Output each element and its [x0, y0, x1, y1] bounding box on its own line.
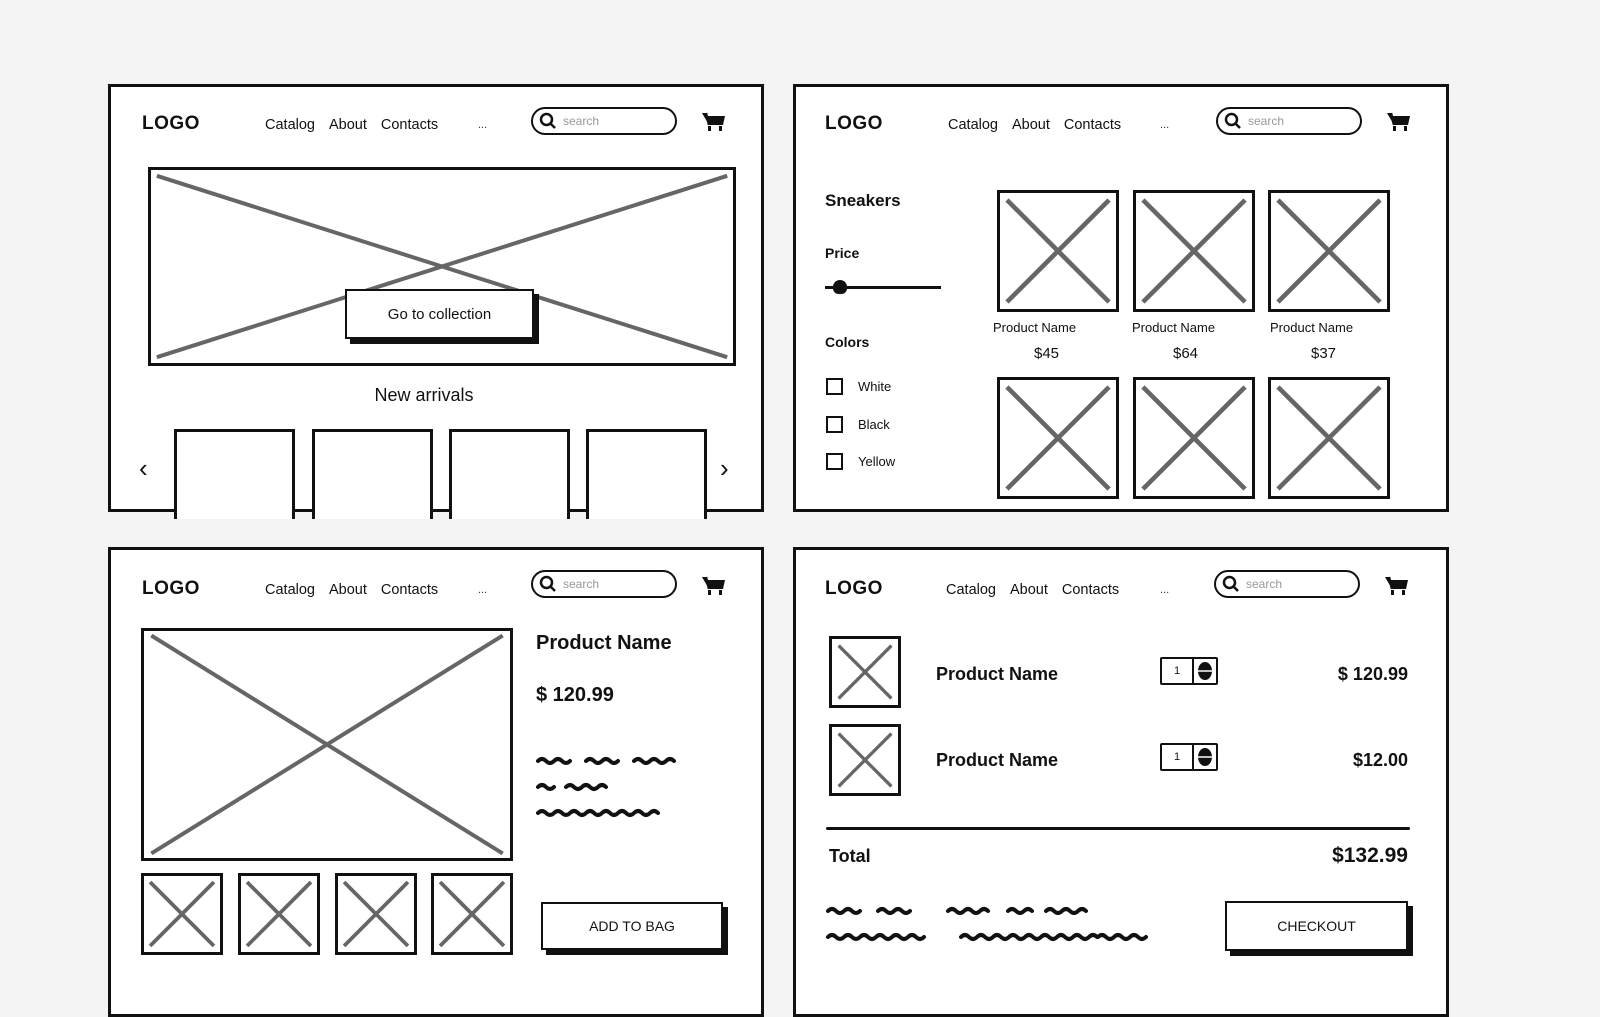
cart-item-name[interactable]: Product Name — [936, 664, 1059, 684]
search-icon — [539, 112, 557, 130]
section-title: New arrivals — [374, 385, 474, 405]
cart-icon[interactable] — [701, 575, 727, 599]
search-input[interactable] — [531, 570, 677, 598]
total-value: $132.99 — [1332, 844, 1408, 867]
nav-more[interactable]: ... — [1160, 584, 1170, 596]
product-image[interactable] — [1268, 190, 1390, 312]
nav-about[interactable]: About — [328, 582, 367, 598]
carousel-item[interactable] — [449, 429, 570, 519]
price-label: Price — [825, 245, 860, 261]
search-input[interactable] — [1214, 570, 1360, 598]
logo[interactable]: LOGO — [825, 113, 883, 134]
price-slider-handle[interactable] — [833, 280, 847, 294]
nav-more[interactable]: ... — [478, 119, 488, 131]
colors-label: Colors — [825, 334, 870, 350]
stepper-arrows-icon[interactable] — [1194, 745, 1216, 769]
nav-about[interactable]: About — [1009, 582, 1048, 598]
color-black-checkbox[interactable] — [826, 416, 843, 433]
wireframe-product — [108, 547, 764, 1017]
product-thumbnail[interactable] — [335, 873, 417, 955]
stepper-arrows-icon[interactable] — [1194, 659, 1216, 683]
logo[interactable]: LOGO — [825, 578, 883, 599]
product-price: $64 — [1173, 345, 1199, 362]
product-name[interactable]: Product Name — [993, 320, 1077, 335]
quantity-stepper[interactable] — [1160, 743, 1218, 771]
product-price: $45 — [1034, 345, 1060, 362]
carousel-prev-button[interactable]: ‹ — [139, 453, 148, 483]
quantity-stepper[interactable] — [1160, 657, 1218, 685]
search-input[interactable] — [1216, 107, 1362, 135]
cart-item-name[interactable]: Product Name — [936, 750, 1059, 770]
add-to-bag-button[interactable]: ADD TO BAG — [541, 902, 723, 950]
nav-catalog[interactable]: Catalog — [948, 117, 998, 133]
logo[interactable]: LOGO — [142, 113, 200, 134]
color-yellow-label: Yellow — [858, 454, 896, 469]
search-icon — [539, 575, 557, 593]
search-input[interactable] — [531, 107, 677, 135]
product-image[interactable] — [997, 377, 1119, 499]
product-name[interactable]: Product Name — [1270, 320, 1354, 335]
product-name[interactable]: Product Name — [1132, 320, 1216, 335]
cart-item-price: $ 120.99 — [1337, 664, 1408, 684]
cart-icon[interactable] — [1386, 111, 1412, 135]
logo[interactable]: LOGO — [142, 578, 200, 599]
nav-about[interactable]: About — [328, 117, 367, 133]
main-nav — [948, 117, 1135, 133]
search-placeholder: search — [563, 114, 600, 128]
nav-contacts[interactable]: Contacts — [380, 582, 439, 598]
checkout-note-scribble — [826, 903, 1156, 943]
color-black-label: Black — [858, 417, 890, 432]
wireframe-home — [108, 84, 764, 512]
main-nav — [265, 582, 452, 598]
wireframe-catalog — [793, 84, 1449, 512]
product-thumbnail[interactable] — [141, 873, 223, 955]
main-nav — [265, 117, 452, 133]
search-placeholder: search — [1246, 577, 1283, 591]
product-price: $ 120.99 — [536, 684, 614, 706]
carousel-item[interactable] — [586, 429, 707, 519]
product-image[interactable] — [1268, 377, 1390, 499]
search-icon — [1224, 112, 1242, 130]
quantity-value[interactable]: 1 — [1162, 659, 1194, 683]
nav-catalog[interactable]: Catalog — [946, 582, 996, 598]
checkout-button[interactable]: CHECKOUT — [1225, 901, 1408, 951]
search-icon — [1222, 575, 1240, 593]
cart-icon[interactable] — [1384, 575, 1410, 599]
product-image[interactable] — [1133, 377, 1255, 499]
nav-contacts[interactable]: Contacts — [380, 117, 439, 133]
color-white-label: White — [858, 379, 892, 394]
go-to-collection-button[interactable]: Go to collection — [345, 289, 534, 339]
product-image[interactable] — [1133, 190, 1255, 312]
nav-catalog[interactable]: Catalog — [265, 117, 315, 133]
carousel-next-button[interactable]: › — [720, 453, 729, 483]
description-scribble — [536, 753, 716, 823]
total-label: Total — [829, 846, 871, 866]
product-main-image — [141, 628, 513, 861]
nav-more[interactable]: ... — [1160, 119, 1170, 131]
carousel-item[interactable] — [174, 429, 295, 519]
cart-icon[interactable] — [701, 111, 727, 135]
search-placeholder: search — [563, 577, 600, 591]
nav-contacts[interactable]: Contacts — [1063, 117, 1122, 133]
color-yellow-checkbox[interactable] — [826, 453, 843, 470]
nav-contacts[interactable]: Contacts — [1061, 582, 1120, 598]
nav-about[interactable]: About — [1011, 117, 1050, 133]
main-nav — [946, 582, 1133, 598]
cart-item-price: $12.00 — [1352, 750, 1408, 770]
nav-more[interactable]: ... — [478, 584, 488, 596]
quantity-value[interactable]: 1 — [1162, 745, 1194, 769]
product-title: Product Name — [536, 632, 672, 654]
wireframe-cart — [793, 547, 1449, 1017]
search-placeholder: search — [1248, 114, 1285, 128]
product-thumbnail[interactable] — [431, 873, 513, 955]
product-image[interactable] — [997, 190, 1119, 312]
nav-catalog[interactable]: Catalog — [265, 582, 315, 598]
product-price: $37 — [1311, 345, 1337, 362]
carousel-item[interactable] — [312, 429, 433, 519]
cart-item-image — [829, 724, 901, 796]
category-title: Sneakers — [825, 191, 901, 210]
cart-item-image — [829, 636, 901, 708]
color-white-checkbox[interactable] — [826, 378, 843, 395]
product-thumbnail[interactable] — [238, 873, 320, 955]
divider — [826, 827, 1410, 830]
